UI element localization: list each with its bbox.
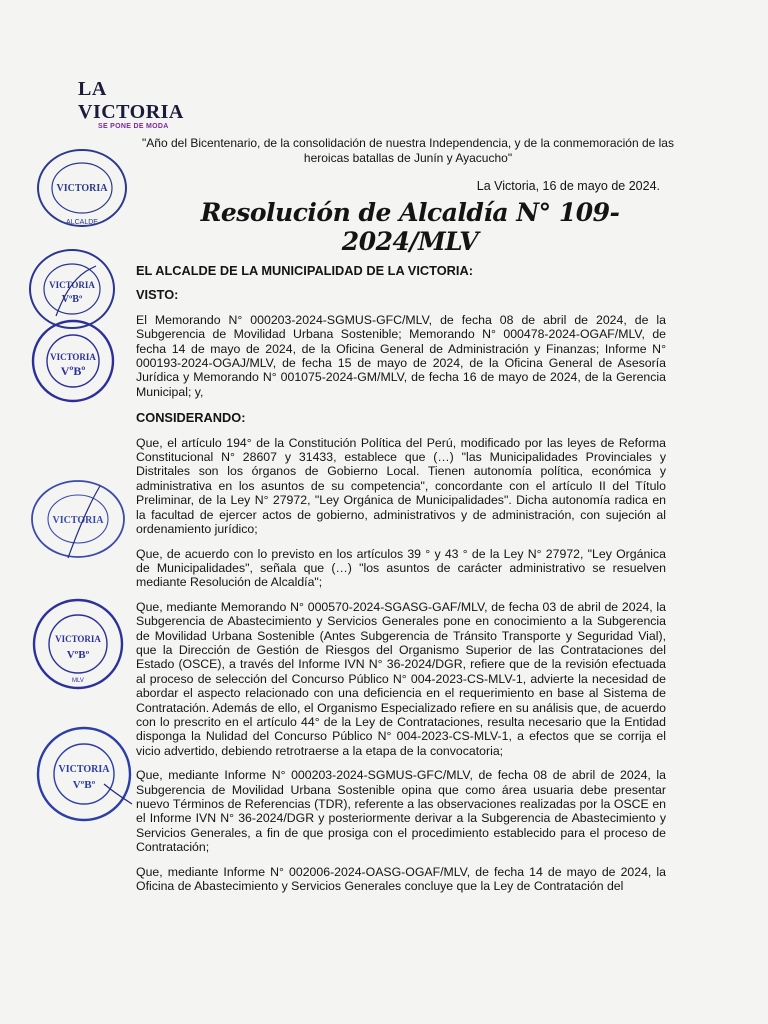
svg-text:VºBº: VºBº xyxy=(60,364,86,378)
movilidad-seal xyxy=(34,724,134,824)
svg-text:VºBº: VºBº xyxy=(61,294,83,305)
logo-tagline: SE PONE DE MODA xyxy=(98,123,169,130)
resolution-title: Resolución de Alcaldía N° 109-2024/MLV xyxy=(200,198,620,256)
considerando-paragraph: Que, mediante Informe N° 000203-2024-SGMUS-GFC/MLV, de fecha 08 de abril de 2024, la Subgerencia de Movilidad Urbana Sostenible opina que como área usuaria debe presentar nuevo Términos de Referencias (TDR), referente a las observaciones realizadas por la OSCE en el Informe IVN N° 36-2024/DGR y posteriormente derivar a la Subgerencia de Abastecimiento y Servicios Generales, a fin de que prosiga con el procedimiento establecido para el proceso de Contratación; xyxy=(136,768,666,855)
resolution-body xyxy=(136,264,666,893)
considerando-paragraph: Que, el artículo 194° de la Constitución Política del Perú, modificado por las leyes de Reforma Constitucional N° 28607 y 31433, establece que (…) "las Municipalidades Provinciales y Distritales son los órganos de Gobierno Local. Tienen autonomía política, económica y administrativa en los asuntos de su competencia", concordante con el artículo II del Título Preliminar, de la Ley N° 27972, "Ley Orgánica de Municipalidades". Dicha autonomía radica en la facultad de ejercer actos de gobierno, administrativos y de administración, con sujeción al ordenamiento jurídico; xyxy=(136,435,666,537)
considerando-paragraph: Que, de acuerdo con lo previsto en los artículos 39 ° y 43 ° de la Ley N° 27972, "Ley Orgánica de Municipalidades", señala que (…) "los asuntos de carácter administrativo se resuelven mediante Resolución de Alcaldía"; xyxy=(136,546,666,590)
visto-heading: VISTO: xyxy=(136,287,179,303)
svg-text:VICTORIA: VICTORIA xyxy=(49,280,95,290)
secretaria-seal xyxy=(28,476,128,562)
svg-text:ALCALDE: ALCALDE xyxy=(66,219,98,226)
alcalde-seal xyxy=(34,146,130,230)
considerando-paragraph: Que, mediante Memorando N° 000570-2024-SGASG-GAF/MLV, de fecha 03 de abril de 2024, la Subgerencia de Abastecimiento y Servicios Generales pone en conocimiento a la Subgerencia de Movilidad Urbana Sostenible (Antes Subgerencia de Tránsito Transporte y Seguridad Vial), que la Dirección de Gestión de Riesgos del Organismo Superior de las Contrataciones del Estado (OSCE), a través del Informe IVN N° 36-2024/DGR, refiere que de la revisión efectuada al proceso de selección del Concurso Público N° 004-2023-CS-MLV-1, advierte la necesidad de abordar el aspecto relacionado con una deficiencia en el requerimiento en base al Sistema de Contratación. Además de ello, el Organismo Especializado refiere en su análisis que, de acuerdo con lo prescrito en el artículo 44° de la Ley de Contrataciones, resulta necesario que la Entidad disponga la Nulidad del Concurso Público N° 004-2023-CS-MLV-1, a efectos que se corrija el vicio advertido, debiendo retrotraerse a la etapa de la convocatoria; xyxy=(136,599,666,758)
svg-text:VICTORIA: VICTORIA xyxy=(52,515,104,526)
asesoria-seal xyxy=(30,318,116,404)
svg-text:VºBº: VºBº xyxy=(66,649,90,661)
svg-text:VICTORIA: VICTORIA xyxy=(56,183,108,194)
municipality-logo xyxy=(78,78,208,130)
svg-text:VICTORIA: VICTORIA xyxy=(58,764,110,775)
considerando-heading: CONSIDERANDO: xyxy=(136,410,246,426)
considerando-paragraph: Que, mediante Informe N° 002006-2024-OASG-OGAF/MLV, de fecha 14 de mayo de 2024, la Oficina de Abastecimiento y Servicios Generales concluye que la Ley de Contratación del xyxy=(136,864,666,894)
administracion-seal xyxy=(30,596,126,692)
svg-text:MLV: MLV xyxy=(72,678,84,684)
authority-heading: EL ALCALDE DE LA MUNICIPALIDAD DE LA VICTORIA: xyxy=(136,263,473,278)
svg-text:VICTORIA: VICTORIA xyxy=(50,352,96,362)
svg-text:VºBº: VºBº xyxy=(72,779,96,791)
svg-text:VICTORIA: VICTORIA xyxy=(55,634,101,644)
document-date: La Victoria, 16 de mayo de 2024. xyxy=(476,179,660,193)
logo-wordmark: LA VICTORIA xyxy=(78,78,184,123)
visto-paragraph: El Memorando N° 000203-2024-SGMUS-GFC/MLV, de fecha 08 de abril de 2024, de la Subgerencia de Movilidad Urbana Sostenible; Memorando N° 000478-2024-OGAF/MLV, de fecha 14 de mayo de 2024, de la Oficina General de Administración y Finanzas; Informe N° 000193-2024-OGAJ/MLV, de fecha 15 de mayo de 2024, de la Oficina General de Asesoría Jurídica y Memorando N° 001075-2024-GM/MLV, de fecha 16 de mayo de 2024, de la Gerencia Municipal; y, xyxy=(136,312,666,399)
year-motto: "Año del Bicentenario, de la consolidación de nuestra Independencia, y de la conmemoración de las heroicas batallas de Junín y Ayacucho" xyxy=(142,136,674,165)
